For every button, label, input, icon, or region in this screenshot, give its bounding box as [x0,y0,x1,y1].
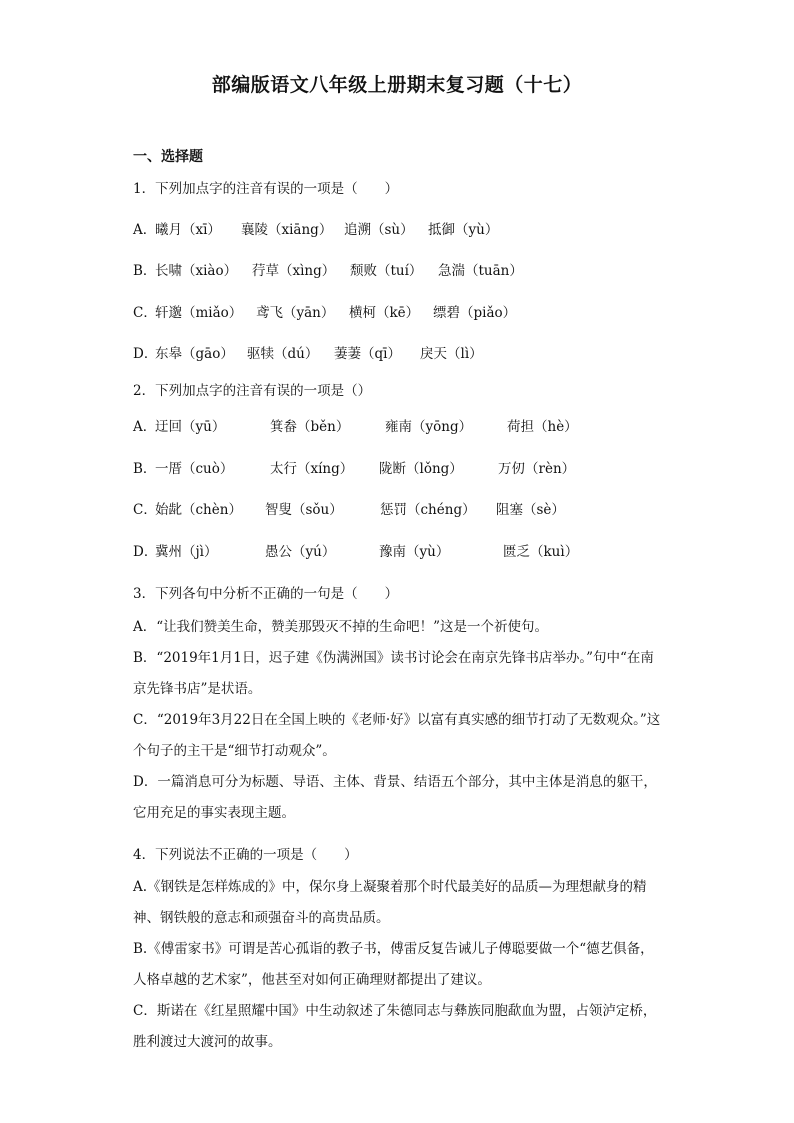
question-3-stem: 3．下列各句中分析不正确的一句是（ ） [133,586,399,602]
option-item: 始龀（chèn） [155,502,242,518]
option-item: 豫南（yù） [379,544,450,560]
option-item: 阻塞（sè） [496,502,565,518]
option-label: A． [133,222,157,238]
q4-option-c[interactable]: C．斯诺在《红星照耀中国》中生动叙述了朱德同志与彝族同胞歃血为盟，占领泸定桥，胜利渡过大渡河的故事。 [133,1003,657,1050]
option-item: 颓败（tuí） [350,263,423,279]
option-item: 迂回（yū） [155,419,226,435]
q3-option-c[interactable]: C．“2019年3月22日在全国上映的《老师·好》以富有真实感的细节打动了无数观众。”这个句子的主干是“细节打动观众”。 [133,712,661,759]
option-item: 抵御（yù） [428,222,499,238]
q3-option-b[interactable]: B．“2019年1月1日，迟子建《伪满洲国》读书讨论会在南京先锋书店举办。”句中“在南京先锋书店”是状语。 [133,650,654,697]
question-4-stem: 4．下列说法不正确的一项是（ ） [133,847,358,863]
option-item: 箕畚（běn） [270,419,350,435]
option-item: 一厝（cuò） [155,461,234,477]
option-item: 东皋（gāo） [155,346,234,362]
option-item: 荷担（hè） [507,419,578,435]
option-item: 太行（xíng） [270,461,354,477]
question-1-stem: 1．下列加点字的注音有误的一项是（ ） [133,181,399,197]
option-label: C． [133,305,157,321]
q4-option-a[interactable]: A.《钢铁是怎样炼成的》中，保尔身上凝聚着那个时代最美好的品质—为理想献身的精神、钢铁般的意志和顽强奋斗的高贵品质。 [133,879,647,926]
q4-option-b[interactable]: B.《傅雷家书》可谓是苦心孤诣的教子书，傅雷反复告诫儿子傅聪要做一个“德艺俱备，人格卓越的艺术家”，他甚至对如何正确理财都提出了建议。 [133,941,654,988]
option-item: 缥碧（piǎo） [433,305,517,321]
option-label: C． [133,502,157,518]
option-label: A． [133,419,157,435]
option-label: D． [133,346,158,362]
option-item: 曦月（xī） [155,222,221,238]
option-item: 横柯（kē） [349,305,420,321]
q3-option-d[interactable]: D．一篇消息可分为标题、导语、主体、背景、结语五个部分，其中主体是消息的躯干，它用充足的事实表现主题。 [133,774,657,821]
option-item: 荇草（xìng） [252,263,336,279]
option-label: D． [133,544,158,560]
question-2-stem: 2．下列加点字的注音有误的一项是（） [133,383,372,399]
option-item: 萋萋（qī） [334,346,401,362]
option-item: 鸢飞（yān） [256,305,335,321]
option-item: 惩罚（chéng） [380,502,476,518]
option-label: B． [133,461,157,477]
option-item: 雍南（yōng） [385,419,473,435]
option-item: 匮乏（kuì） [503,544,579,560]
q3-option-a[interactable]: A．“让我们赞美生命，赞美那毁灭不掉的生命吧！”这是一个祈使句。 [133,619,549,635]
option-item: 轩邈（miǎo） [155,305,243,321]
option-item: 追溯（sù） [344,222,414,238]
option-item: 智叟（sǒu） [265,502,343,518]
section-heading: 一、选择题 [133,149,203,165]
option-item: 长啸（xiào） [155,263,238,279]
option-label: B． [133,263,157,279]
option-item: 万仞（rèn） [498,461,576,477]
option-item: 襄陵（xiāng） [241,222,333,238]
option-item: 戾天（lì） [420,346,483,362]
option-item: 驱犊（dú） [247,346,319,362]
option-item: 陇断（lǒng） [379,461,463,477]
option-item: 愚公（yú） [265,544,336,560]
page-title: 部编版语文八年级上册期末复习题（十七） [211,74,583,96]
option-item: 急湍（tuān） [438,263,523,279]
option-item: 冀州（jì） [155,544,218,560]
